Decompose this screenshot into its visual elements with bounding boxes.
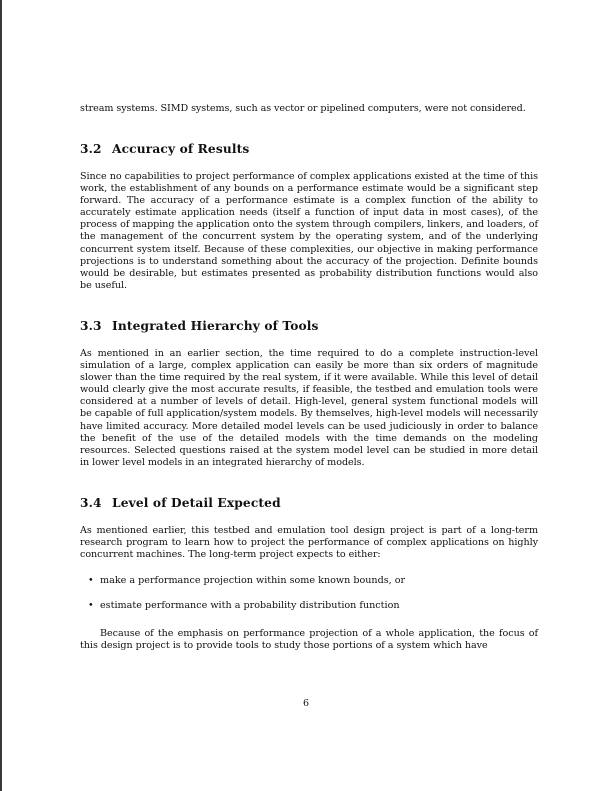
continuation-line: stream systems. SIMD systems, such as vector or pipelined computers, were not considered. — [80, 103, 526, 114]
section-heading-3-4 — [80, 496, 538, 511]
section-title: Level of Detail Expected — [112, 495, 281, 510]
section-number: 3.4 — [80, 495, 102, 510]
bullet-icon: • — [88, 575, 94, 587]
bullet-list — [80, 575, 538, 612]
bullet-text: estimate performance with a probability distribution function — [100, 600, 400, 612]
document-page — [80, 103, 538, 652]
scan-edge — [0, 0, 2, 791]
bullet-item — [80, 575, 538, 587]
paragraph-accuracy: Since no capabilities to project performance of complex applications existed at the time of this work, the establishment of any bounds on a performance estimate would be a significant step forward. The accuracy of a performance estimate is a complex function of the ability to accurately estimate application needs (itself a function of input data in most cases), of the process of mapping the application onto the system through compilers, linkers, and loaders, of the management of the concurrent system by the operating system, and of the underlying concurrent system itself. Because of these complexities, our objective in making performance projections is to understand something about the accuracy of the projection. Definite bounds would be desirable, but estimates presented as probability distribution functions would also be useful. — [80, 171, 538, 291]
section-heading-3-3 — [80, 319, 538, 334]
paragraph-level-of-detail: As mentioned earlier, this testbed and emulation tool design project is part of a long-term research program to learn how to project the performance of complex applications on highly concurrent machines. The long-term project expects to either: — [80, 524, 538, 561]
bullet-item — [80, 600, 538, 612]
section-number: 3.3 — [80, 318, 102, 333]
page-number: 6 — [302, 698, 310, 709]
section-heading-3-2 — [80, 142, 538, 157]
bullet-icon: • — [88, 600, 94, 612]
section-title: Integrated Hierarchy of Tools — [112, 318, 319, 333]
bullet-text: make a performance projection within some known bounds, or — [100, 575, 406, 587]
section-number: 3.2 — [80, 142, 102, 156]
section-title: Accuracy of Results — [112, 142, 250, 156]
paragraph-hierarchy: As mentioned in an earlier section, the time required to do a complete instruction-level simulation of a large, complex application can easily be more than six orders of magnitude slower than the time required by the real system, if it were available. While this level of detail would clearly give the most accurate results, if feasible, the testbed and emulation tools were considered at a number of levels of detail. High-level, general system functional models will be capable of full application/system models. By themselves, high-level models will necessarily have limited accuracy. More detailed model levels can be used judiciously in order to balance the benefit of the use of the detailed models with the time demands on the modeling resources. Selected questions raised at the system model level can be studied in more detail in lower level models in an integrated hierarchy of models. — [80, 347, 538, 468]
paragraph-closing: Because of the emphasis on performance projection of a whole application, the focus of this design project is to provide tools to study those portions of a system which have — [80, 628, 538, 652]
